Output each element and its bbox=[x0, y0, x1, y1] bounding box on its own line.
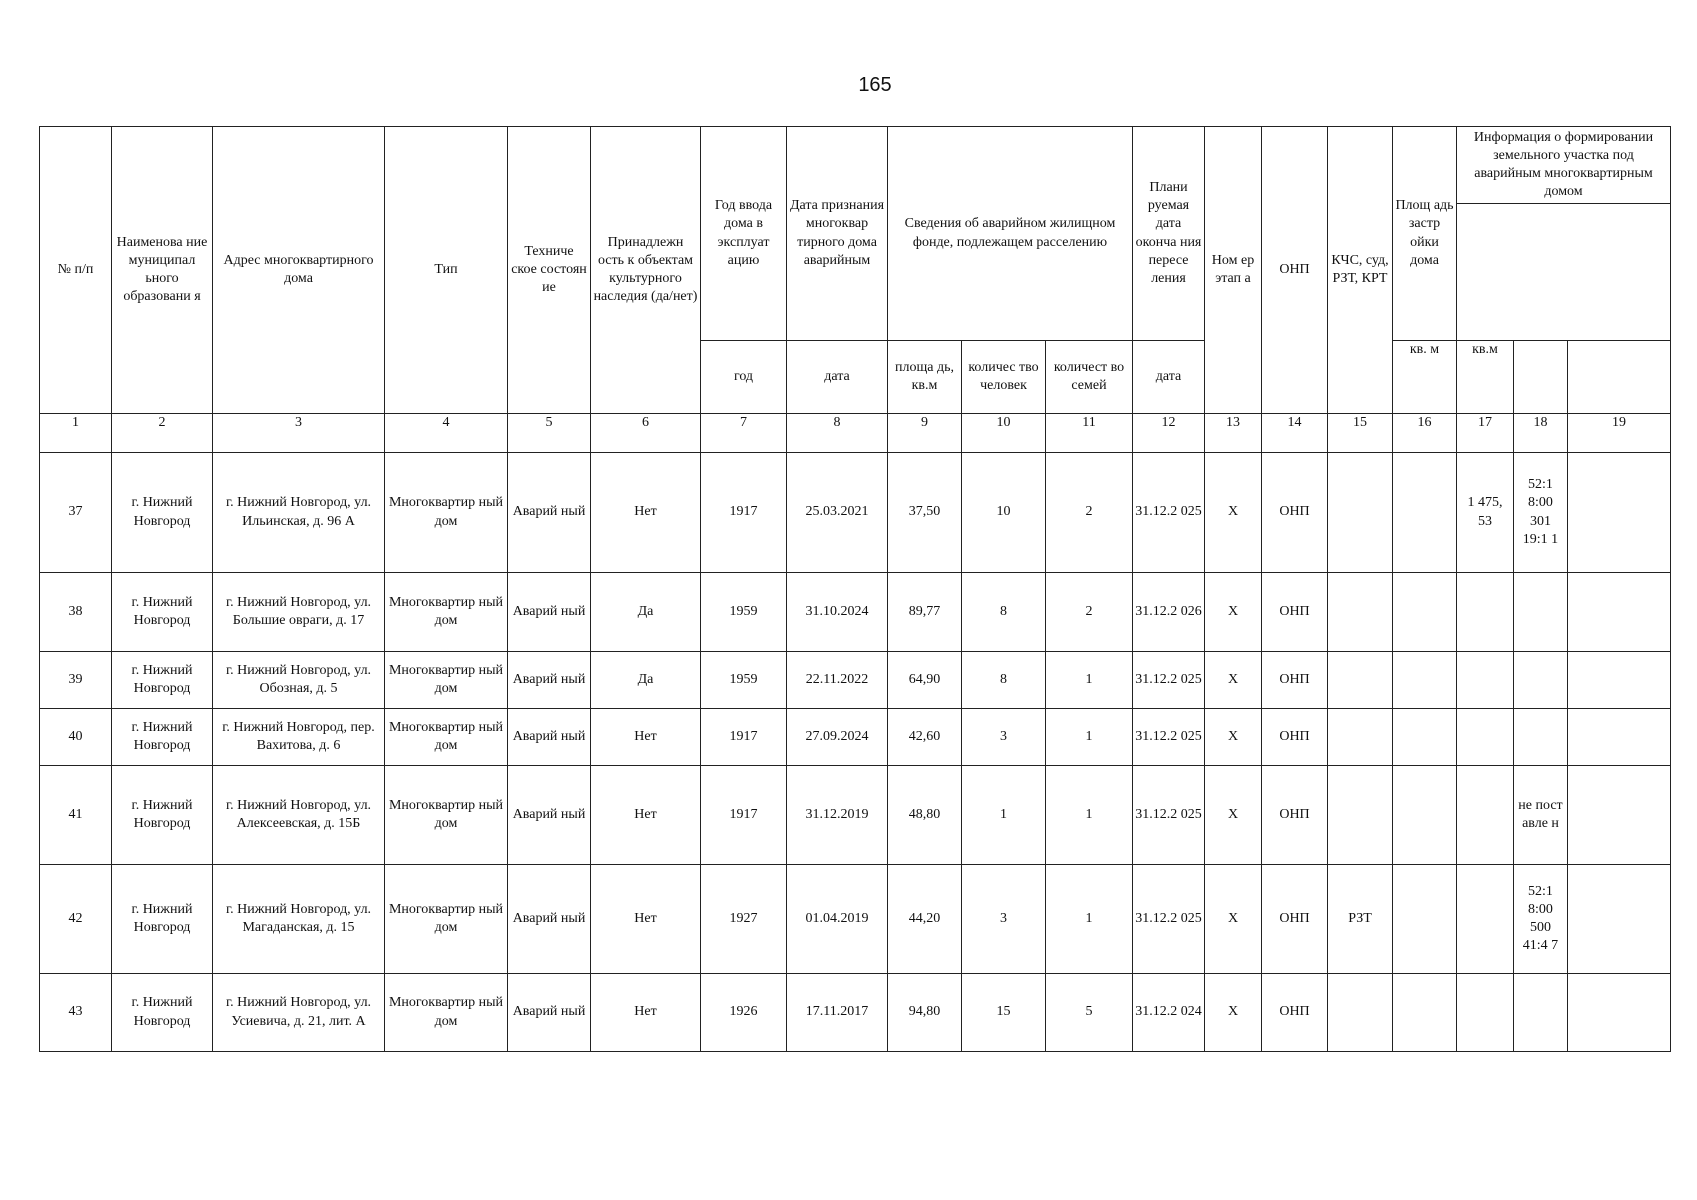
header-land-info: Информация о формировании земельного участка под аварийным многоквартирным домом bbox=[1457, 127, 1670, 204]
cell-cadastral bbox=[1514, 652, 1568, 709]
cell-people: 1 bbox=[962, 766, 1046, 865]
cell-type: Многоквартир ный дом bbox=[385, 573, 508, 652]
column-number: 1 bbox=[40, 414, 112, 453]
header-municipality: Наименова ние муниципал ьного образовани я bbox=[112, 127, 213, 414]
cell-type: Многоквартир ный дом bbox=[385, 865, 508, 974]
cell-onp: ОНП bbox=[1262, 453, 1328, 573]
header-kchs: КЧС, суд, РЗТ, КРТ bbox=[1328, 127, 1393, 414]
cell-land-area bbox=[1457, 865, 1514, 974]
cell-heritage: Нет bbox=[591, 766, 701, 865]
header-heritage: Принадлежн ость к объектам культурного наследия (да/нет) bbox=[591, 127, 701, 414]
table-body bbox=[40, 453, 1671, 1052]
table-row bbox=[40, 766, 1671, 865]
header-land-char-spacer bbox=[1568, 341, 1671, 414]
cell-address: г. Нижний Новгород, ул. Большие овраги, д. 17 bbox=[213, 573, 385, 652]
cell-tech-state: Аварий ный bbox=[508, 709, 591, 766]
cell-address: г. Нижний Новгород, пер. Вахитова, д. 6 bbox=[213, 709, 385, 766]
cell-plan-date: 31.12.2 026 bbox=[1133, 573, 1205, 652]
cell-year: 1959 bbox=[701, 652, 787, 709]
cell-municipality: г. Нижний Новгород bbox=[112, 865, 213, 974]
cell-heritage: Да bbox=[591, 652, 701, 709]
header-land-group bbox=[1457, 127, 1671, 341]
header-sub-year: год bbox=[701, 341, 787, 414]
cell-num: 39 bbox=[40, 652, 112, 709]
cell-num: 41 bbox=[40, 766, 112, 865]
table-header bbox=[40, 127, 1671, 453]
cell-people: 15 bbox=[962, 974, 1046, 1052]
header-sub-plan-date: дата bbox=[1133, 341, 1205, 414]
cell-building-area bbox=[1393, 573, 1457, 652]
cell-tech-state: Аварий ный bbox=[508, 573, 591, 652]
cell-municipality: г. Нижний Новгород bbox=[112, 974, 213, 1052]
cell-onp: ОНП bbox=[1262, 865, 1328, 974]
cell-onp: ОНП bbox=[1262, 766, 1328, 865]
column-number: 10 bbox=[962, 414, 1046, 453]
header-tech-state: Техниче ское состоян ие bbox=[508, 127, 591, 414]
cell-land-char bbox=[1568, 766, 1671, 865]
cell-people: 8 bbox=[962, 652, 1046, 709]
column-number-row bbox=[40, 414, 1671, 453]
cell-building-area bbox=[1393, 974, 1457, 1052]
header-unit-sqm-17: кв.м bbox=[1457, 341, 1514, 414]
cell-heritage: Нет bbox=[591, 709, 701, 766]
cell-land-char bbox=[1568, 573, 1671, 652]
header-year-built: Год ввода дома в эксплуат ацию bbox=[701, 127, 787, 341]
cell-year: 1917 bbox=[701, 453, 787, 573]
header-address: Адрес многоквартирного дома bbox=[213, 127, 385, 414]
cell-onp: ОНП bbox=[1262, 709, 1328, 766]
cell-stage: Х bbox=[1205, 573, 1262, 652]
column-number: 19 bbox=[1568, 414, 1671, 453]
cell-cadastral bbox=[1514, 573, 1568, 652]
cell-land-area bbox=[1457, 573, 1514, 652]
cell-tech-state: Аварий ный bbox=[508, 865, 591, 974]
column-number: 15 bbox=[1328, 414, 1393, 453]
cell-land-char bbox=[1568, 453, 1671, 573]
cell-cadastral: 52:1 8:00 301 19:1 1 bbox=[1514, 453, 1568, 573]
cell-address: г. Нижний Новгород, ул. Ильинская, д. 96 А bbox=[213, 453, 385, 573]
cell-num: 42 bbox=[40, 865, 112, 974]
cell-year: 1959 bbox=[701, 573, 787, 652]
cell-num: 43 bbox=[40, 974, 112, 1052]
cell-area: 37,50 bbox=[888, 453, 962, 573]
cell-kchs bbox=[1328, 709, 1393, 766]
cell-year: 1917 bbox=[701, 709, 787, 766]
cell-address: г. Нижний Новгород, ул. Алексеевская, д. 15Б bbox=[213, 766, 385, 865]
cell-area: 64,90 bbox=[888, 652, 962, 709]
cell-stage: Х bbox=[1205, 652, 1262, 709]
header-sub-date: дата bbox=[787, 341, 888, 414]
cell-land-char bbox=[1568, 865, 1671, 974]
cell-stage: Х bbox=[1205, 974, 1262, 1052]
cell-land-area: 1 475, 53 bbox=[1457, 453, 1514, 573]
cell-address: г. Нижний Новгород, ул. Магаданская, д. 15 bbox=[213, 865, 385, 974]
column-number: 14 bbox=[1262, 414, 1328, 453]
column-number: 3 bbox=[213, 414, 385, 453]
cell-cadastral: не пост авле н bbox=[1514, 766, 1568, 865]
cell-cadastral: 52:1 8:00 500 41:4 7 bbox=[1514, 865, 1568, 974]
cell-land-area bbox=[1457, 709, 1514, 766]
cell-date: 27.09.2024 bbox=[787, 709, 888, 766]
header-onp: ОНП bbox=[1262, 127, 1328, 414]
cell-tech-state: Аварий ный bbox=[508, 974, 591, 1052]
cell-onp: ОНП bbox=[1262, 573, 1328, 652]
cell-plan-date: 31.12.2 025 bbox=[1133, 766, 1205, 865]
cell-families: 5 bbox=[1046, 974, 1133, 1052]
column-number: 8 bbox=[787, 414, 888, 453]
cell-plan-date: 31.12.2 025 bbox=[1133, 709, 1205, 766]
cell-heritage: Да bbox=[591, 573, 701, 652]
cell-building-area bbox=[1393, 652, 1457, 709]
cell-land-area bbox=[1457, 974, 1514, 1052]
column-number: 7 bbox=[701, 414, 787, 453]
cell-cadastral bbox=[1514, 709, 1568, 766]
cell-area: 94,80 bbox=[888, 974, 962, 1052]
page-number: 165 bbox=[858, 74, 892, 96]
cell-stage: Х bbox=[1205, 709, 1262, 766]
cell-year: 1917 bbox=[701, 766, 787, 865]
column-number: 9 bbox=[888, 414, 962, 453]
cell-building-area bbox=[1393, 709, 1457, 766]
cell-num: 38 bbox=[40, 573, 112, 652]
cell-heritage: Нет bbox=[591, 865, 701, 974]
cell-year: 1926 bbox=[701, 974, 787, 1052]
header-cadastral-spacer bbox=[1514, 341, 1568, 414]
column-number: 4 bbox=[385, 414, 508, 453]
header-recognition-date: Дата признания многоквар тирного дома аварийным bbox=[787, 127, 888, 341]
cell-heritage: Нет bbox=[591, 974, 701, 1052]
header-resettlement-info: Сведения об аварийном жилищном фонде, подлежащем расселению bbox=[888, 127, 1133, 341]
header-unit-sqm-16: кв. м bbox=[1393, 341, 1457, 414]
cell-area: 89,77 bbox=[888, 573, 962, 652]
cell-plan-date: 31.12.2 024 bbox=[1133, 974, 1205, 1052]
cell-type: Многоквартир ный дом bbox=[385, 974, 508, 1052]
cell-municipality: г. Нижний Новгород bbox=[112, 573, 213, 652]
cell-stage: Х bbox=[1205, 453, 1262, 573]
column-number: 12 bbox=[1133, 414, 1205, 453]
cell-families: 1 bbox=[1046, 652, 1133, 709]
cell-date: 31.10.2024 bbox=[787, 573, 888, 652]
cell-num: 37 bbox=[40, 453, 112, 573]
header-sub-families: количест во семей bbox=[1046, 341, 1133, 414]
cell-building-area bbox=[1393, 453, 1457, 573]
cell-land-char bbox=[1568, 709, 1671, 766]
cell-address: г. Нижний Новгород, ул. Усиевича, д. 21, лит. А bbox=[213, 974, 385, 1052]
cell-date: 01.04.2019 bbox=[787, 865, 888, 974]
cell-onp: ОНП bbox=[1262, 974, 1328, 1052]
cell-date: 25.03.2021 bbox=[787, 453, 888, 573]
cell-kchs: РЗТ bbox=[1328, 865, 1393, 974]
header-sub-people: количес тво человек bbox=[962, 341, 1046, 414]
cell-kchs bbox=[1328, 453, 1393, 573]
table-row bbox=[40, 709, 1671, 766]
cell-date: 17.11.2017 bbox=[787, 974, 888, 1052]
column-number: 6 bbox=[591, 414, 701, 453]
table-row bbox=[40, 865, 1671, 974]
cell-num: 40 bbox=[40, 709, 112, 766]
column-number: 13 bbox=[1205, 414, 1262, 453]
header-planned-end: Плани руемая дата оконча ния пересе ления bbox=[1133, 127, 1205, 341]
cell-tech-state: Аварий ный bbox=[508, 766, 591, 865]
cell-land-area bbox=[1457, 766, 1514, 865]
cell-families: 1 bbox=[1046, 709, 1133, 766]
cell-families: 1 bbox=[1046, 865, 1133, 974]
header-building-area: Площ адь застр ойки дома bbox=[1393, 127, 1457, 341]
cell-kchs bbox=[1328, 766, 1393, 865]
cell-municipality: г. Нижний Новгород bbox=[112, 766, 213, 865]
cell-year: 1927 bbox=[701, 865, 787, 974]
emergency-housing-table bbox=[39, 126, 1671, 1052]
cell-date: 22.11.2022 bbox=[787, 652, 888, 709]
cell-type: Многоквартир ный дом bbox=[385, 709, 508, 766]
cell-tech-state: Аварий ный bbox=[508, 453, 591, 573]
header-type: Тип bbox=[385, 127, 508, 414]
cell-type: Многоквартир ный дом bbox=[385, 453, 508, 573]
cell-area: 48,80 bbox=[888, 766, 962, 865]
cell-people: 3 bbox=[962, 865, 1046, 974]
cell-address: г. Нижний Новгород, ул. Обозная, д. 5 bbox=[213, 652, 385, 709]
column-number: 11 bbox=[1046, 414, 1133, 453]
column-number: 2 bbox=[112, 414, 213, 453]
table-row bbox=[40, 974, 1671, 1052]
cell-families: 2 bbox=[1046, 453, 1133, 573]
table-row bbox=[40, 652, 1671, 709]
cell-kchs bbox=[1328, 974, 1393, 1052]
cell-plan-date: 31.12.2 025 bbox=[1133, 865, 1205, 974]
cell-families: 2 bbox=[1046, 573, 1133, 652]
cell-municipality: г. Нижний Новгород bbox=[112, 453, 213, 573]
cell-kchs bbox=[1328, 652, 1393, 709]
table-row bbox=[40, 573, 1671, 652]
cell-people: 10 bbox=[962, 453, 1046, 573]
column-number: 18 bbox=[1514, 414, 1568, 453]
cell-people: 3 bbox=[962, 709, 1046, 766]
cell-plan-date: 31.12.2 025 bbox=[1133, 453, 1205, 573]
cell-tech-state: Аварий ный bbox=[508, 652, 591, 709]
header-stage: Ном ер этап а bbox=[1205, 127, 1262, 414]
cell-building-area bbox=[1393, 865, 1457, 974]
cell-stage: Х bbox=[1205, 766, 1262, 865]
column-number: 16 bbox=[1393, 414, 1457, 453]
cell-kchs bbox=[1328, 573, 1393, 652]
cell-area: 44,20 bbox=[888, 865, 962, 974]
cell-land-char bbox=[1568, 974, 1671, 1052]
cell-type: Многоквартир ный дом bbox=[385, 652, 508, 709]
cell-onp: ОНП bbox=[1262, 652, 1328, 709]
column-number: 17 bbox=[1457, 414, 1514, 453]
header-sub-area: площа дь, кв.м bbox=[888, 341, 962, 414]
cell-families: 1 bbox=[1046, 766, 1133, 865]
cell-people: 8 bbox=[962, 573, 1046, 652]
cell-building-area bbox=[1393, 766, 1457, 865]
cell-municipality: г. Нижний Новгород bbox=[112, 652, 213, 709]
cell-land-area bbox=[1457, 652, 1514, 709]
column-number: 5 bbox=[508, 414, 591, 453]
header-num: № п/п bbox=[40, 127, 112, 414]
cell-plan-date: 31.12.2 025 bbox=[1133, 652, 1205, 709]
table-row bbox=[40, 453, 1671, 573]
cell-area: 42,60 bbox=[888, 709, 962, 766]
cell-municipality: г. Нижний Новгород bbox=[112, 709, 213, 766]
cell-heritage: Нет bbox=[591, 453, 701, 573]
cell-date: 31.12.2019 bbox=[787, 766, 888, 865]
cell-land-char bbox=[1568, 652, 1671, 709]
cell-stage: Х bbox=[1205, 865, 1262, 974]
cell-cadastral bbox=[1514, 974, 1568, 1052]
cell-type: Многоквартир ный дом bbox=[385, 766, 508, 865]
